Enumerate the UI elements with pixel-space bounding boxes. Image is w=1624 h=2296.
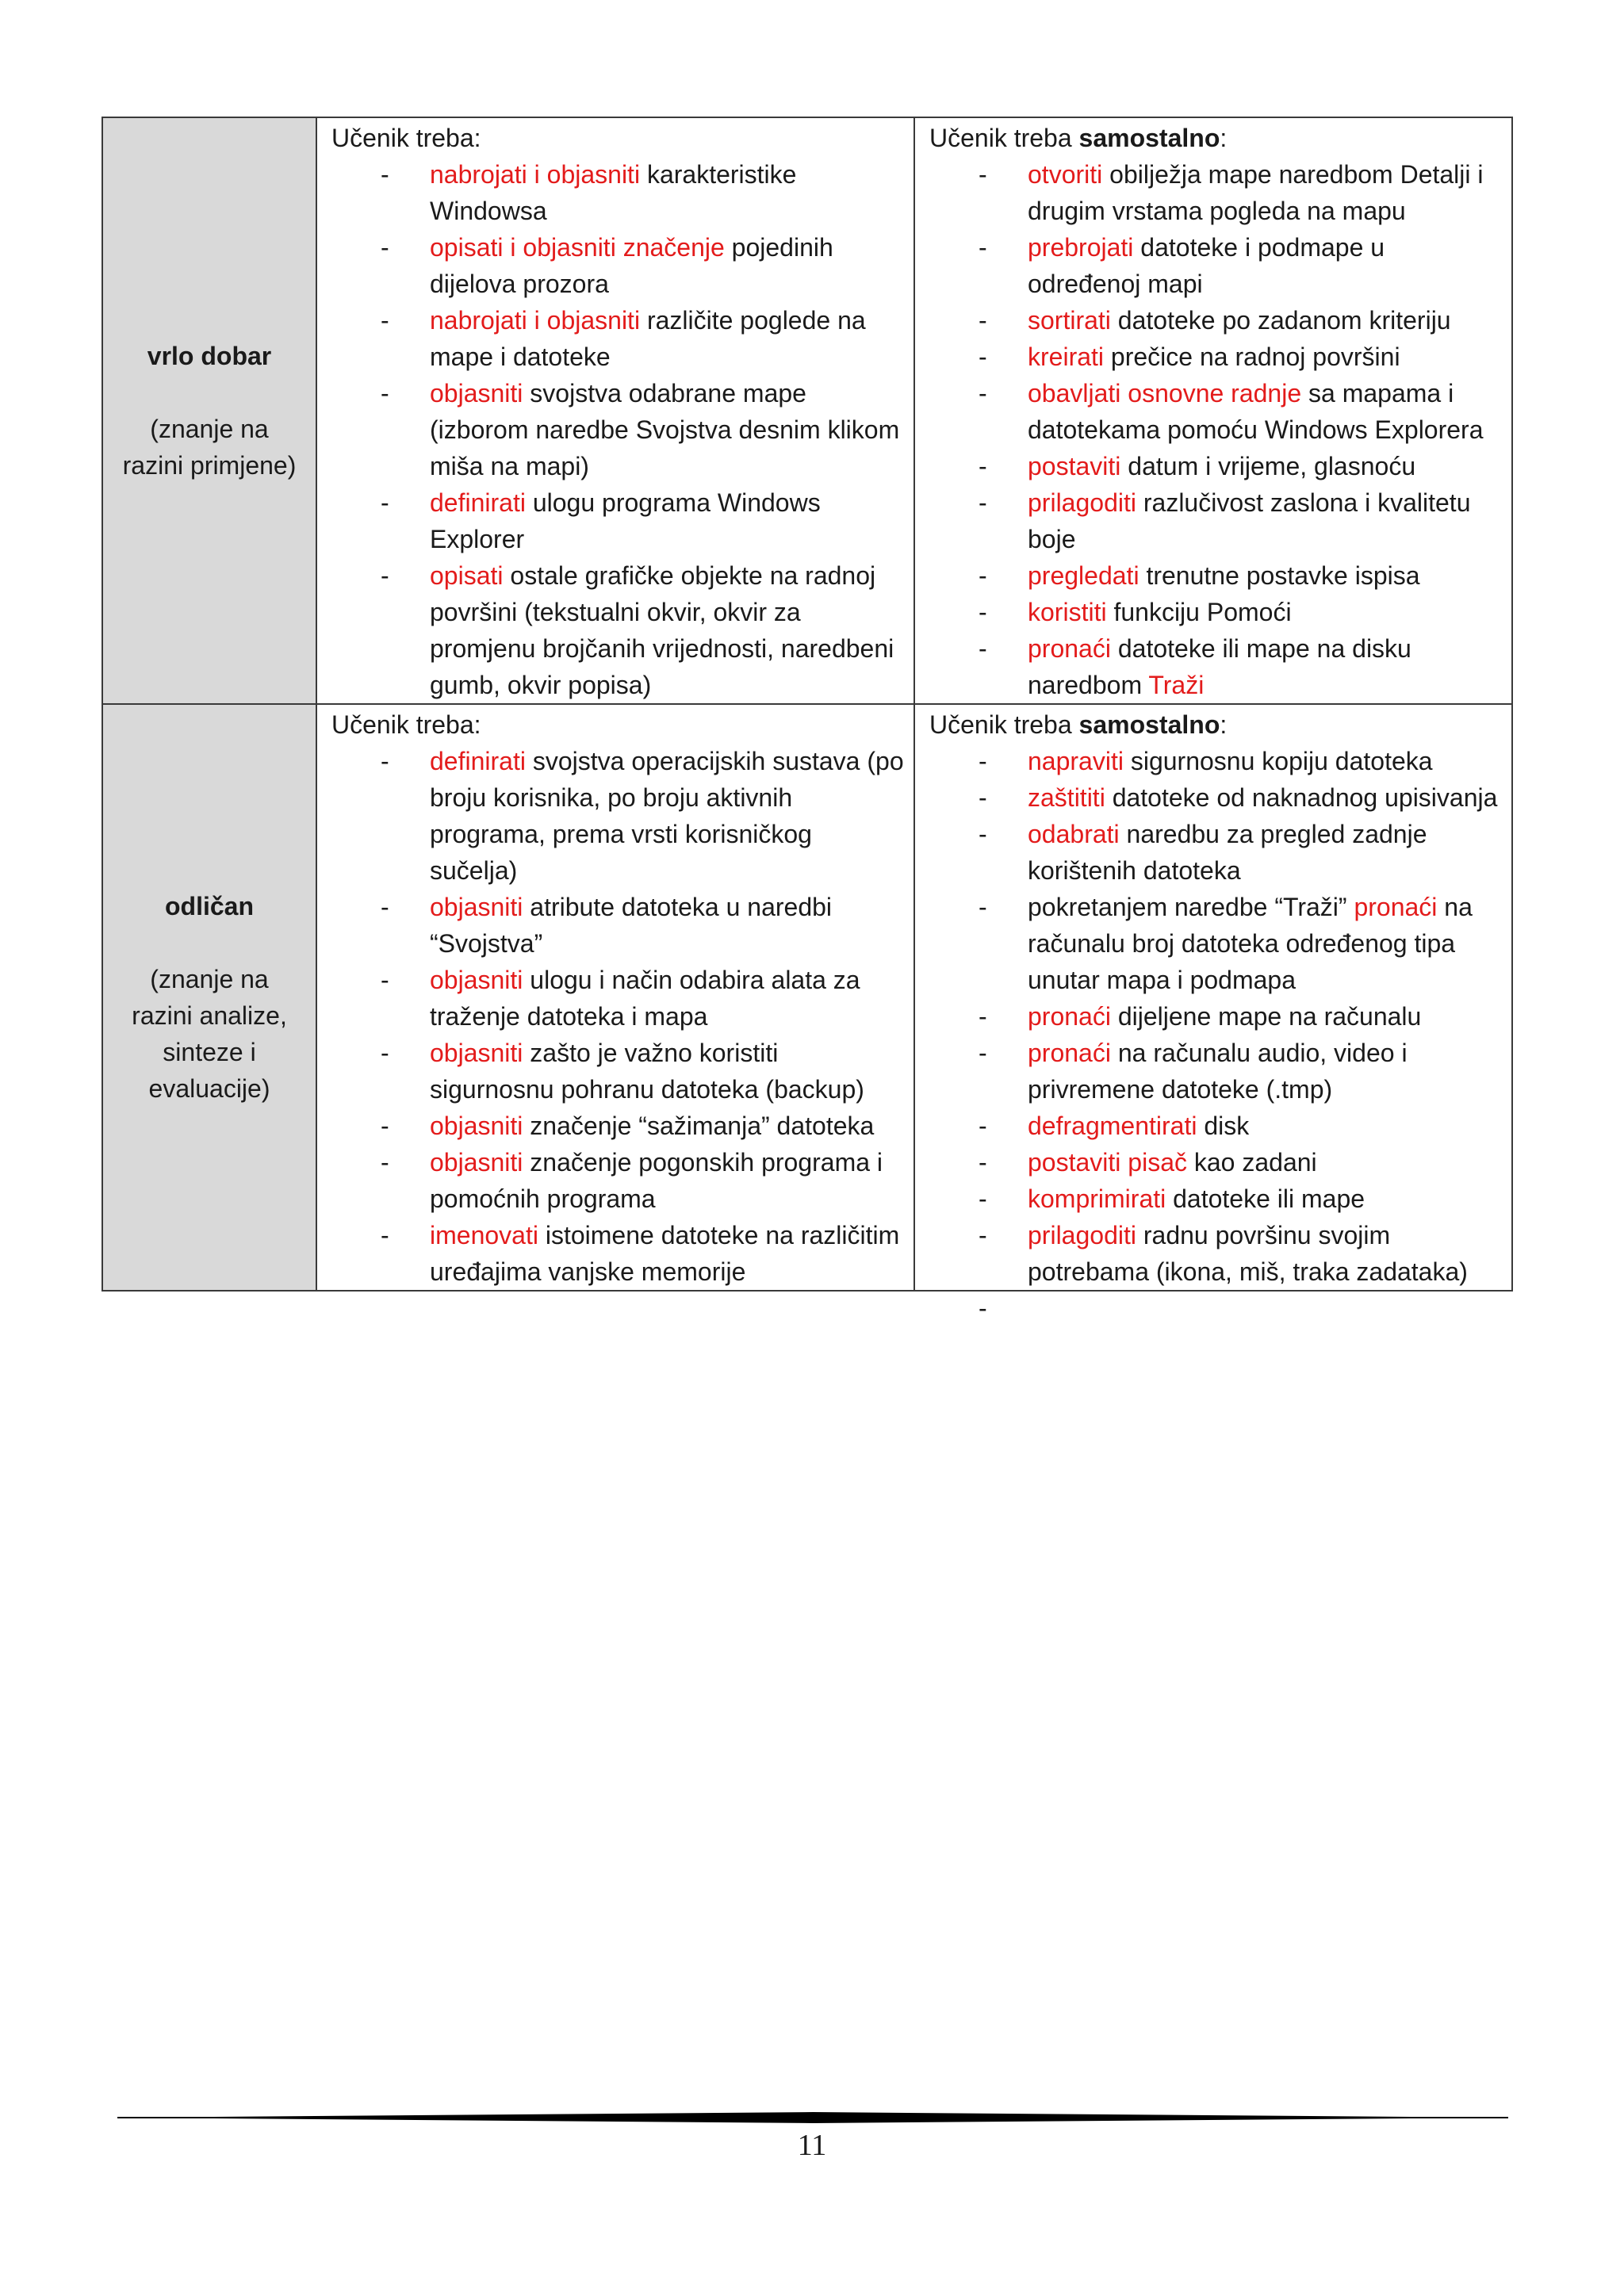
list-item xyxy=(915,743,1503,779)
list-item xyxy=(915,1217,1503,1290)
item-text: značenje “sažimanja” datoteka xyxy=(523,1112,875,1140)
intro-text: Učenik treba: xyxy=(331,124,481,152)
item-verb: objasniti xyxy=(430,379,523,408)
criteria-cell xyxy=(316,704,914,1291)
grade-name: vrlo dobar xyxy=(147,342,272,370)
item-text: pojedinih dijelova prozora xyxy=(430,233,833,298)
list-item xyxy=(915,339,1503,375)
intro-text: Učenik treba samostalno: xyxy=(929,710,1228,739)
list-item xyxy=(317,557,906,703)
item-verb: objasniti xyxy=(430,893,523,921)
item-verb: definirati xyxy=(430,488,526,517)
list-item xyxy=(915,156,1503,229)
item-verb: postaviti pisač xyxy=(1028,1148,1187,1177)
item-text: značenje pogonskih programa i pomoćnih programa xyxy=(430,1148,883,1213)
item-text: radnu površinu svojim potrebama (ikona, miš, traka zadataka) xyxy=(1028,1221,1468,1286)
item-text: različite poglede na mape i datoteke xyxy=(430,306,866,371)
item-text: datoteke i podmape u određenoj mapi xyxy=(1028,233,1385,298)
list-item xyxy=(915,1181,1503,1217)
item-verb: pronaći xyxy=(1028,634,1111,663)
item-verb: odabrati xyxy=(1028,820,1120,848)
list-item xyxy=(317,1144,906,1217)
item-text: kao zadani xyxy=(1186,1148,1317,1177)
item-verb: pronaći xyxy=(1354,893,1438,921)
footer-divider xyxy=(117,2110,1508,2126)
item-verb: koristiti xyxy=(1028,598,1107,626)
criteria-list xyxy=(915,743,1511,1290)
item-text: na računalu audio, video i privremene datoteke (.tmp) xyxy=(1028,1039,1408,1104)
list-item xyxy=(915,448,1503,484)
item-text: datoteke od naknadnog upisivanja xyxy=(1105,783,1498,812)
item-verb: defragmentirati xyxy=(1028,1112,1197,1140)
list-item xyxy=(317,1217,906,1290)
item-verb: pronaći xyxy=(1028,1039,1111,1067)
list-item xyxy=(915,816,1503,889)
grade-description: (znanje na razini primjene) xyxy=(122,415,297,480)
list-item xyxy=(915,1144,1503,1181)
list-item xyxy=(317,1108,906,1144)
list-item xyxy=(915,302,1503,339)
item-verb: opisati xyxy=(430,561,504,590)
list-item xyxy=(317,962,906,1035)
grade-cell xyxy=(102,704,316,1291)
item-verb: sortirati xyxy=(1028,306,1111,335)
item-verb: komprimirati xyxy=(1028,1184,1166,1213)
item-verb: pregledati xyxy=(1028,561,1139,590)
criteria-list xyxy=(915,156,1511,703)
list-item xyxy=(915,889,1503,998)
item-verb: objasniti xyxy=(430,1112,523,1140)
item-text: sa mapama i datotekama pomoću Windows Explorera xyxy=(1028,379,1484,444)
item-text: obilježja mape naredbom Detalji i drugim vrstama pogleda na mapu xyxy=(1028,160,1484,225)
item-verb: opisati i objasniti značenje xyxy=(430,233,725,262)
item-verb: prilagoditi xyxy=(1028,1221,1136,1249)
item-verb: Traži xyxy=(1148,671,1205,699)
item-verb: prebrojati xyxy=(1028,233,1134,262)
item-verb: zaštititi xyxy=(1028,783,1105,812)
list-item xyxy=(317,743,906,889)
intro-text: Učenik treba: xyxy=(331,710,481,739)
item-text: funkciju Pomoći xyxy=(1106,598,1292,626)
list-item xyxy=(915,484,1503,557)
item-text: atribute datoteka u naredbi “Svojstva” xyxy=(430,893,833,958)
table-row xyxy=(102,117,1512,704)
grade-name: odličan xyxy=(164,892,254,920)
item-text: pokretanjem naredbe “Traži” xyxy=(1028,893,1354,921)
list-item xyxy=(915,1108,1503,1144)
item-verb: nabrojati i objasniti xyxy=(430,160,641,189)
item-text: zašto je važno koristiti sigurnosnu pohranu datoteka (backup) xyxy=(430,1039,864,1104)
item-verb: napraviti xyxy=(1028,747,1124,775)
item-verb: objasniti xyxy=(430,966,523,994)
item-verb: objasniti xyxy=(430,1148,523,1177)
grade-cell xyxy=(102,117,316,704)
item-text: datoteke ili mape na disku naredbom xyxy=(1028,634,1411,699)
item-text: svojstva odabrane mape (izborom naredbe Svojstva desnim klikom miša na mapi) xyxy=(430,379,900,480)
list-item xyxy=(317,302,906,375)
list-item xyxy=(915,229,1503,302)
intro-text: Učenik treba samostalno: xyxy=(929,124,1228,152)
item-verb: postaviti xyxy=(1028,452,1121,480)
criteria-list xyxy=(317,156,914,703)
list-item xyxy=(317,1035,906,1108)
item-text: ulogu programa Windows Explorer xyxy=(430,488,821,553)
item-text: trenutne postavke ispisa xyxy=(1139,561,1420,590)
list-item xyxy=(915,375,1503,448)
criteria-cell xyxy=(914,117,1512,704)
item-text: na računalu broj datoteka određenog tipa unutar mapa i podmapa xyxy=(1028,893,1473,994)
list-item xyxy=(317,156,906,229)
list-item xyxy=(915,557,1503,594)
item-verb: imenovati xyxy=(430,1221,538,1249)
item-text: dijeljene mape na računalu xyxy=(1110,1002,1422,1031)
list-item xyxy=(915,1035,1503,1108)
list-item xyxy=(915,630,1503,703)
item-text: razlučivost zaslona i kvalitetu boje xyxy=(1028,488,1471,553)
criteria-cell xyxy=(316,117,914,704)
list-item xyxy=(317,484,906,557)
item-verb: definirati xyxy=(430,747,526,775)
item-text: prečice na radnoj površini xyxy=(1104,342,1400,371)
page-number: 11 xyxy=(797,2129,827,2162)
item-verb: kreirati xyxy=(1028,342,1105,371)
grades-table xyxy=(102,117,1513,1292)
item-text: datoteke ili mape xyxy=(1166,1184,1365,1213)
grade-description: (znanje na razini analize, sinteze i evaluacije) xyxy=(132,965,287,1103)
item-verb: obavljati osnovne radnje xyxy=(1028,379,1302,408)
list-item xyxy=(317,229,906,302)
table-row xyxy=(102,704,1512,1291)
item-text: datum i vrijeme, glasnoću xyxy=(1120,452,1416,480)
criteria-list xyxy=(317,743,914,1290)
item-verb: nabrojati i objasniti xyxy=(430,306,641,335)
criteria-cell xyxy=(914,704,1512,1291)
list-item xyxy=(317,889,906,962)
item-verb: objasniti xyxy=(430,1039,523,1067)
list-item xyxy=(317,375,906,484)
item-text: istoimene datoteke na različitim uređajima vanjske memorije xyxy=(430,1221,900,1286)
item-text: ostale grafičke objekte na radnoj površini (tekstualni okvir, okvir za promjenu brojčanih vrijednosti, naredbeni gumb, okvir popisa) xyxy=(430,561,894,699)
item-verb: otvoriti xyxy=(1028,160,1103,189)
item-text: ulogu i način odabira alata za traženje datoteka i mapa xyxy=(430,966,860,1031)
list-item xyxy=(915,779,1503,816)
list-item xyxy=(915,594,1503,630)
item-text: karakteristike Windowsa xyxy=(430,160,797,225)
item-text: disk xyxy=(1197,1112,1250,1140)
item-text: svojstva operacijskih sustava (po broju korisnika, po broju aktivnih programa, prema vrsti korisničkog sučelja) xyxy=(430,747,904,885)
item-verb: prilagoditi xyxy=(1028,488,1136,517)
item-text: sigurnosnu kopiju datoteka xyxy=(1123,747,1433,775)
item-text: naredbu za pregled zadnje korištenih datoteka xyxy=(1028,820,1427,885)
item-text: datoteke po zadanom kriteriju xyxy=(1110,306,1451,335)
item-verb: pronaći xyxy=(1028,1002,1111,1031)
list-item xyxy=(915,998,1503,1035)
